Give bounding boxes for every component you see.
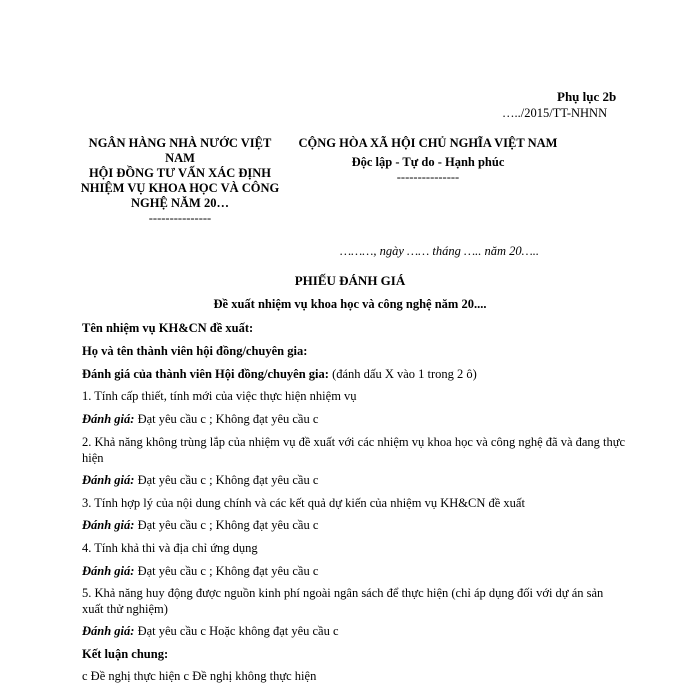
document-title: PHIẾU ĐÁNH GIÁ [294, 273, 406, 288]
motto: Độc lập - Tự do - Hạnh phúc [351, 155, 505, 169]
document-subtitle: Đề xuất nhiệm vụ khoa học và công nghệ năm 20.... [213, 297, 487, 311]
eval-options: Đạt yêu cầu c Hoặc không đạt yêu cầu c [134, 624, 339, 638]
org-divider: --------------- [148, 211, 212, 225]
circular-number: …../2015/TT-NHNN [502, 106, 608, 120]
org-name: NGÂN HÀNG NHÀ NƯỚC VIỆT NAM [88, 136, 272, 165]
date-line: ………, ngày …… tháng ….. năm 20….. [340, 244, 539, 258]
eval-label: Đánh giá: [82, 624, 135, 638]
appendix-label: Phụ lục 2b [557, 89, 617, 104]
eval-options: Đạt yêu cầu c ; Không đạt yêu cầu c [134, 412, 319, 426]
criterion-1-eval [82, 411, 318, 427]
issuing-organization [80, 136, 280, 226]
conclusion-label: Kết luận chung: [82, 647, 169, 661]
eval-label: Đánh giá: [82, 564, 135, 578]
eval-options: Đạt yêu cầu c ; Không đạt yêu cầu c [134, 564, 319, 578]
national-motto [298, 136, 558, 185]
criterion-5-eval [82, 623, 339, 639]
conclusion-options: c Đề nghị thực hiện c Đề nghị không thực hiện [82, 669, 317, 683]
criterion-4-eval [82, 563, 318, 579]
eval-options: Đạt yêu cầu c ; Không đạt yêu cầu c [134, 473, 319, 487]
member-name-field: Họ và tên thành viên hội đồng/chuyên gia: [82, 344, 308, 358]
criterion-5: 5. Khả năng huy động được nguồn kinh phí ngoài ngân sách để thực hiện (chỉ áp dụng đối với dự án sản xuất thử nghiệm) [82, 586, 604, 616]
eval-label: Đánh giá: [82, 473, 135, 487]
eval-options: Đạt yêu cầu c ; Không đạt yêu cầu c [134, 518, 319, 532]
criterion-1: 1. Tính cấp thiết, tính mới của việc thực hiện nhiệm vụ [82, 389, 357, 403]
criterion-3-eval [82, 517, 318, 533]
council-name: HỘI ĐỒNG TƯ VẤN XÁC ĐỊNH NHIỆM VỤ KHOA HỌC VÀ CÔNG NGHỆ NĂM 20… [80, 166, 280, 210]
eval-label: Đánh giá: [82, 412, 135, 426]
evaluation-label: Đánh giá của thành viên Hội đồng/chuyên gia: [82, 367, 329, 381]
evaluation-note: (đánh dấu X vào 1 trong 2 ô) [328, 367, 477, 381]
criterion-2: 2. Khả năng không trùng lắp của nhiệm vụ đề xuất với các nhiệm vụ khoa học và công nghệ đã và đang thực hiện [82, 435, 626, 465]
country-name: CỘNG HÒA XÃ HỘI CHỦ NGHĨA VIỆT NAM [298, 136, 558, 150]
eval-label: Đánh giá: [82, 518, 135, 532]
criterion-3: 3. Tính hợp lý của nội dung chính và các kết quả dự kiến của nhiệm vụ KH&CN đề xuất [82, 496, 525, 510]
criterion-4: 4. Tính khả thi và địa chỉ ứng dụng [82, 541, 258, 555]
evaluation-header [82, 366, 477, 382]
task-name-field: Tên nhiệm vụ KH&CN đề xuất: [82, 321, 254, 335]
motto-divider: --------------- [396, 170, 460, 184]
criterion-2-eval [82, 472, 318, 488]
